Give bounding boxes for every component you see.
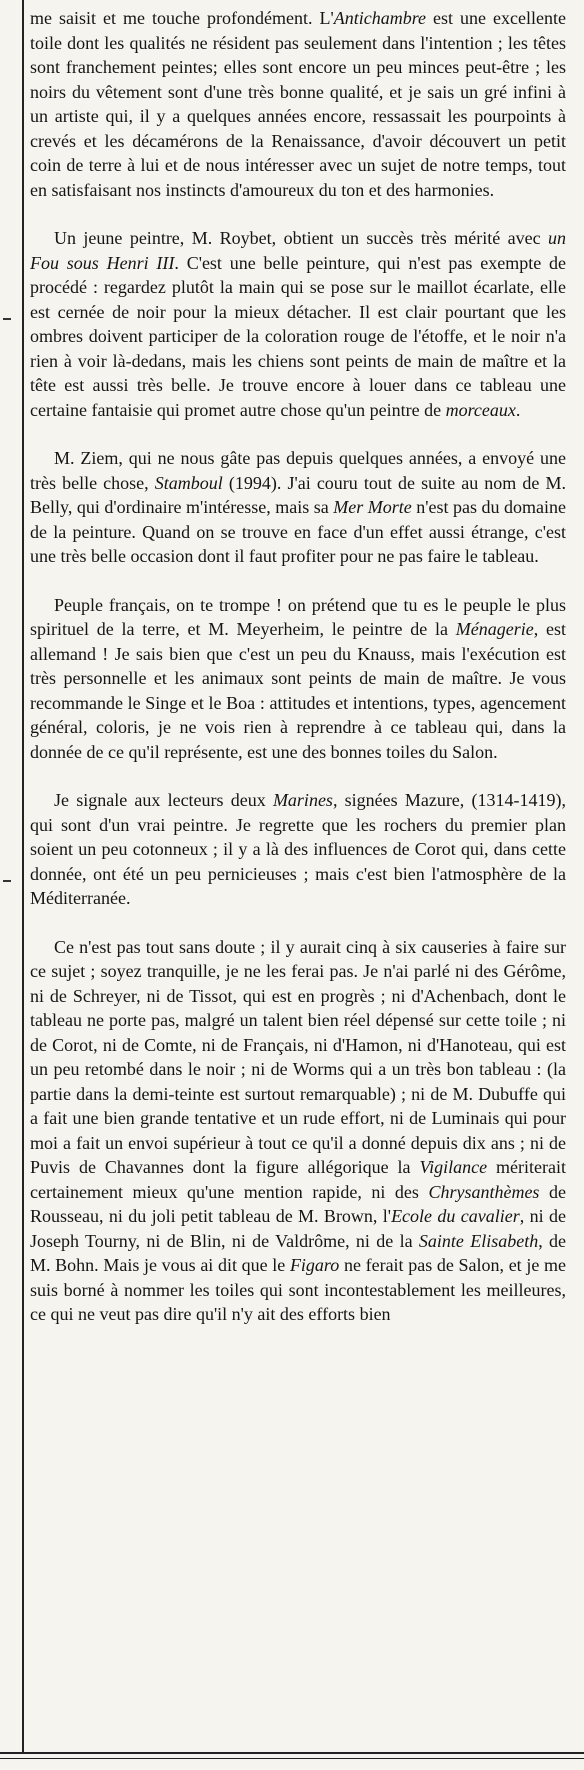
- text-run: de Rousseau, ni du joli petit tableau de M. Brown, l': [30, 1181, 566, 1226]
- bottom-rule-thin: [0, 1758, 584, 1759]
- italic-title: morceaux: [445, 399, 516, 420]
- text-run: , de M. Bohn. Mais je vous ai dit que le: [30, 1230, 567, 1275]
- text-run: Je signale aux lecteurs deux: [54, 790, 273, 810]
- text-run: est une excellente toile dont les qualités ne résident pas seulement dans l'intention ; les têtes sont franchement peintes; elles sont encore un peu minces peut-être ; les noirs du vêtement sont d'une très bonne qualité, et je sais un gré infini à un artiste qui, il y a quelques années encore, ressassait les pourpoints à crevés et les décamérons de la Renaissance, d'avoir découvert un petit coin de terre à lui et de nous intéresser avec un sujet de notre temps, tout en satisfaisant nos instincts d'amoureux du ton et des harmonies.: [30, 8, 566, 200]
- text-run: n'est pas du domaine de la peinture. Quand on se trouve en face d'un effet aussi étrange, c'est une très belle occasion dont il faut profiter pour ne pas faire le tableau.: [30, 497, 566, 566]
- article-paragraph: [30, 935, 566, 1327]
- italic-title: Ménagerie: [455, 619, 534, 639]
- article-column: [30, 6, 566, 1327]
- italic-title: Stamboul: [154, 472, 223, 493]
- text-run: Un jeune peintre, M. Roybet, obtient un succès très mérité avec: [54, 228, 548, 248]
- column-left-rule: [22, 0, 24, 1752]
- italic-title: Marines: [272, 790, 333, 810]
- text-run: mériterait certainement mieux qu'une mention rapide, ni des: [30, 1157, 566, 1202]
- article-paragraph: [30, 446, 566, 569]
- article-paragraph: [30, 226, 566, 422]
- italic-title: Chrysanthèmes: [428, 1181, 540, 1202]
- text-run: .: [515, 399, 521, 420]
- margin-mark: [3, 880, 11, 882]
- italic-title: Ecole du cavalier: [391, 1206, 520, 1226]
- text-run: M. Ziem, qui ne nous gâte pas depuis quelques années, a envoyé une très belle chose,: [30, 448, 566, 493]
- italic-title: Vigilance: [419, 1157, 488, 1177]
- text-run: , est allemand ! Je sais bien que c'est un peu du Knauss, mais l'exécution est très personnelle et les animaux sont peints de main de maître. Je vous recommande le Singe et le Boa : attitudes et intentions, types, agencement général, coloris, je ne vois rien à reprendre à ce tableau qui, dans la donnée de ce qu'il représente, est une des bonnes toiles du Salon.: [30, 619, 566, 762]
- article-paragraph: [30, 593, 566, 765]
- margin-mark: [3, 318, 11, 320]
- italic-title: un Fou sous Henri III: [30, 228, 566, 273]
- italic-title: Mer Morte: [333, 497, 412, 517]
- text-run: , ni de Joseph Tourny, ni de Blin, ni de Valdrôme, ni de la: [30, 1206, 567, 1251]
- text-run: , signées Mazure, (1314-1419), qui sont d'un vrai peintre. Je regrette que les rochers du premier plan soient un peu cotonneux ; il y a là des influences de Corot qui, dans cette donnée, ont été un peu pernicieuses ; mais c'est bien l'atmosphère de la Méditerranée.: [30, 790, 566, 908]
- italic-title: Sainte Elisabeth: [418, 1230, 539, 1251]
- article-paragraph: [30, 6, 566, 202]
- italic-title: Figaro: [289, 1255, 340, 1275]
- text-run: . C'est une belle peinture, qui n'est pas exempte de procédé : regardez plutôt la main qui se pose sur le maillot écarlate, elle est cernée de noir pour la mieux détacher. Il est clair pourtant que les ombres doivent participer de la coloration rouge de l'étoffe, et le noir n'a rien à voir là-dedans, mais les chiens sont peints de main de maître et la tête est aussi très belle. Je trouve encore à louer dans ce tableau une certaine fantaisie qui promet autre chose qu'un peintre de: [30, 252, 566, 420]
- text-run: Peuple français, on te trompe ! on prétend que tu es le peuple le plus spirituel de la terre, et M. Meyerheim, le peintre de la: [30, 594, 566, 639]
- italic-title: Antichambre: [333, 8, 427, 28]
- text-run: Ce n'est pas tout sans doute ; il y aurait cinq à six causeries à faire sur ce sujet ; soyez tranquille, je ne les ferai pas. Je n'ai parlé ni des Gérôme, ni de Schreyer, ni de Tissot, qui est en progrès ; ni d'Achenbach, dont le tableau ne porte pas, malgré un talent bien réel dépensé sur cette toile ; ni de Corot, ni de Comte, ni de Français, ni d'Hamon, ni d'Hanoteau, qui est un peu retombé dans le noir ; ni de Worms qui a un très bon tableau : (la partie dans la demi-teinte est surtout remarquable) ; ni de M. Dubuffe qui a fait une bien grande tentative et un rude effort, ni de Luminais qui pour moi a fait un envoi supérieur à tout ce qu'il a donné depuis dix ans ; ni de Puvis de Chavannes dont la figure allégorique la: [30, 936, 566, 1177]
- text-run: ne ferait pas de Salon, et je me suis borné à nommer les toiles qui sont incontestablement les meilleures, ce qui ne veut pas dire qu'il n'y ait des efforts bien: [30, 1255, 566, 1324]
- article-paragraph: [30, 788, 566, 911]
- text-run: me saisit et me touche profondément. L': [30, 8, 334, 28]
- bottom-rule: [0, 1752, 584, 1754]
- text-run: (1994). J'ai couru tout de suite au nom de M. Belly, qui d'ordinaire m'intéresse, mais sa: [30, 472, 566, 517]
